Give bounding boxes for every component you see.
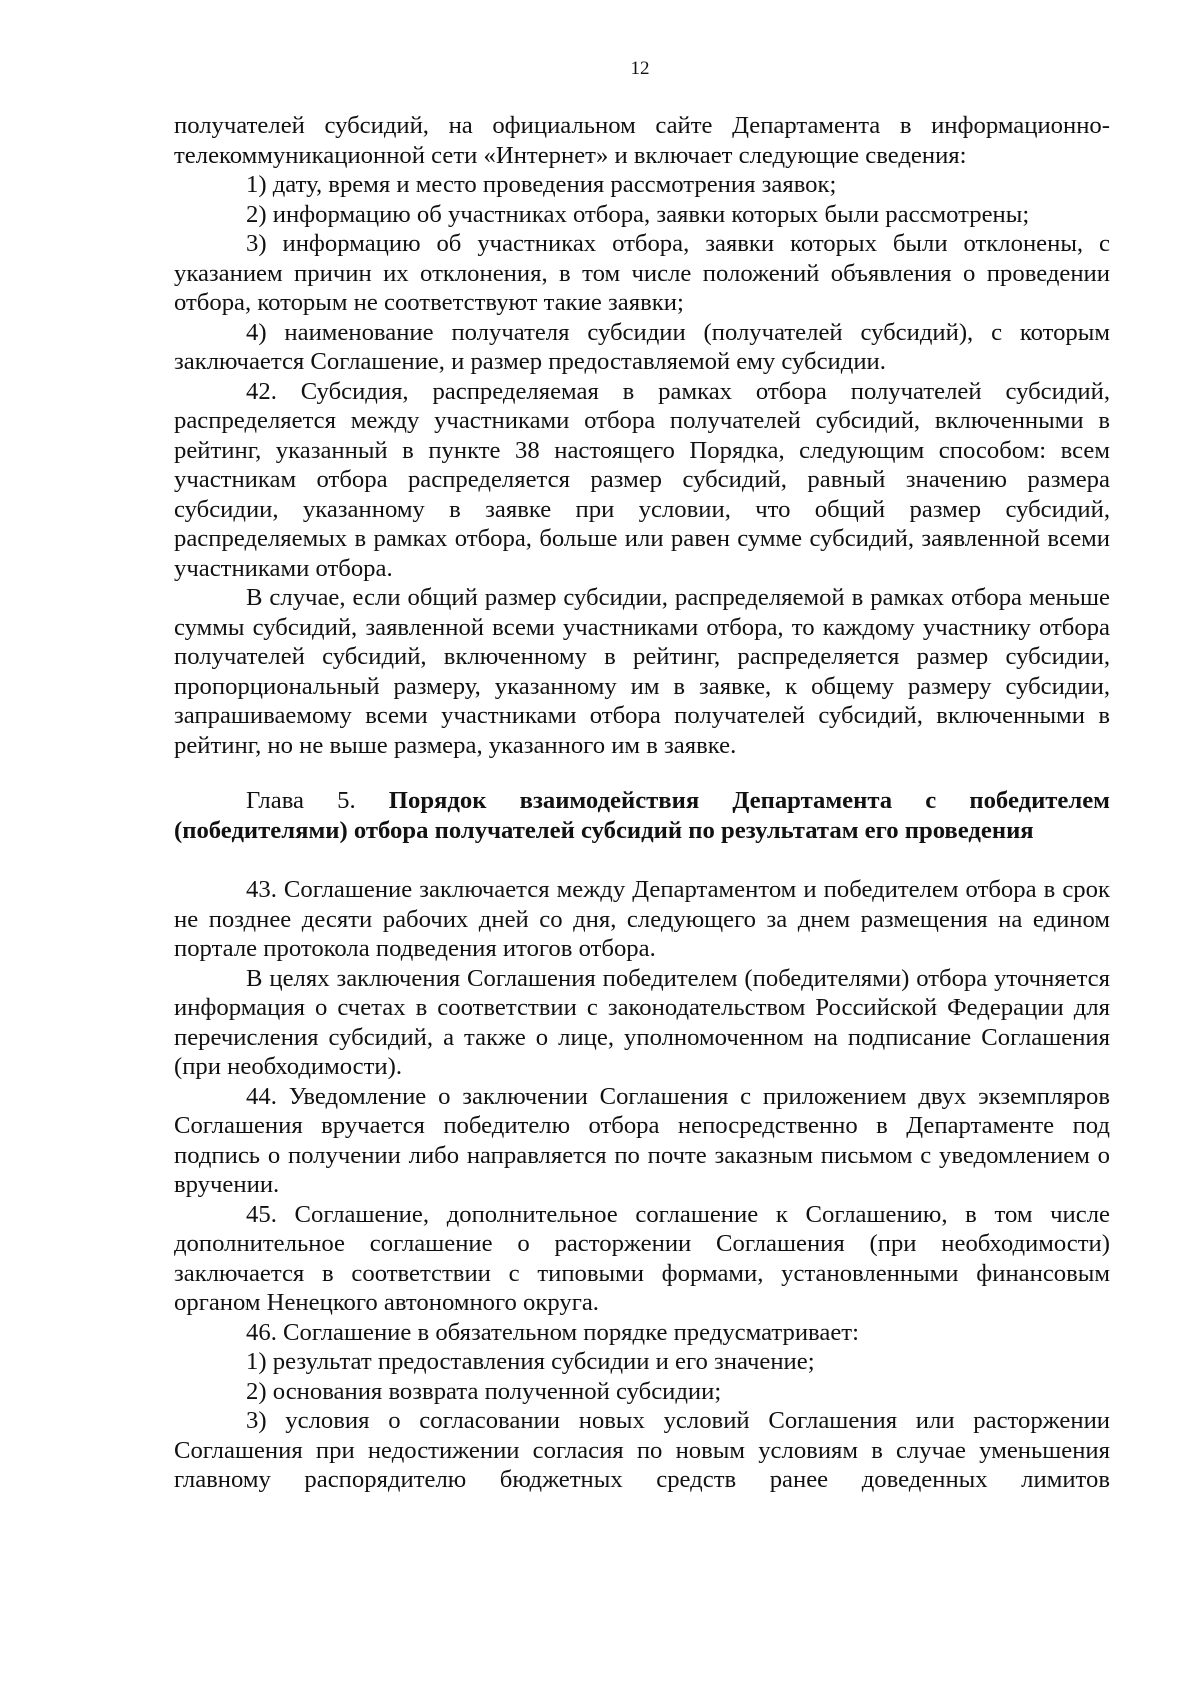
paragraph-46-item-3: 3) условия о согласовании новых условий Соглашения или расторжении Соглашения при недостижении согласия по новым условиям в случае уменьшения главному распорядителю бюджетных средств ранее доведенных лимитов xyxy=(174,1407,1110,1493)
paragraph-42: 42. Субсидия, распределяемая в рамках отбора получателей субсидий, распределяется между участниками отбора получателей субсидий, включенными в рейтинг, указанный в пункте 38 настоящего Порядка, следующим способом: всем участникам отбора распределяется размер субсидий, равный значению размера субсидии, указанному в заявке при условии, что общий размер субсидий, распределяемых в рамках отбора, больше или равен сумме субсидий, заявленной всеми участниками отбора. xyxy=(174,377,1110,582)
list-item-2-considered: 2) информацию об участниках отбора, заявки которых были рассмотрены; xyxy=(246,200,1030,228)
paragraph-46-item-2: 2) основания возврата полученной субсидии; xyxy=(246,1377,722,1405)
chapter-5-heading xyxy=(174,786,1110,845)
page-number: 12 xyxy=(630,58,650,79)
list-item-3-rejected: 3) информацию об участниках отбора, заявки которых были отклонены, с указанием причин их отклонения, в том числе положений объявления о проведении отбора, которым не соответствуют такие заявки; xyxy=(174,230,1110,316)
paragraph-45: 45. Соглашение, дополнительное соглашение к Соглашению, в том числе дополнительное соглашение о расторжении Соглашения (при необходимости) заключается в соответствии с типовыми формами, установленными финансовым органом Ненецкого автономного округа. xyxy=(174,1200,1110,1316)
paragraph-42-case: В случае, если общий размер субсидии, распределяемой в рамках отбора меньше суммы субсидий, заявленной всеми участниками отбора, то каждому участнику отбора получателей субсидий, включенному в рейтинг, распределяется размер субсидии, пропорциональный размеру, указанному им в заявке, к общему размеру субсидии, запрашиваемому всеми участниками отбора получателей субсидий, включенными в рейтинг, но не выше размера, указанного им в заявке. xyxy=(174,584,1110,759)
chapter-5-title: Порядок взаимодействия Департамента с победителем (победителями) отбора получателей субсидий по результатам его проведения xyxy=(174,787,1110,844)
chapter-5-prefix: Глава 5. xyxy=(246,787,389,814)
paragraph-46: 46. Соглашение в обязательном порядке предусматривает: xyxy=(246,1318,859,1346)
paragraph-46-item-1: 1) результат предоставления субсидии и его значение; xyxy=(246,1348,815,1375)
page-body xyxy=(174,111,1110,1495)
paragraph-intro-continuation: получателей субсидий, на официальном сайте Департамента в информационно-телекоммуникационной сети «Интернет» и включает следующие сведения: xyxy=(174,112,1110,169)
list-item-1-date: 1) дату, время и место проведения рассмотрения заявок; xyxy=(246,171,837,198)
paragraph-44: 44. Уведомление о заключении Соглашения с приложением двух экземпляров Соглашения вручается победителю отбора непосредственно в Департаменте под подпись о получении либо направляется по почте заказным письмом с уведомлением о вручении. xyxy=(174,1082,1110,1198)
paragraph-43: 43. Соглашение заключается между Департаментом и победителем отбора в срок не позднее десяти рабочих дней со дня, следующего за днем размещения на едином портале протокола подведения итогов отбора. xyxy=(174,876,1110,962)
paragraph-43-details: В целях заключения Соглашения победителем (победителями) отбора уточняется информация о счетах в соответствии с законодательством Российской Федерации для перечисления субсидий, а также о лице, уполномоченном на подписание Соглашения (при необходимости). xyxy=(174,964,1110,1080)
list-item-4-recipient: 4) наименование получателя субсидии (получателей субсидий), с которым заключается Соглашение, и размер предоставляемой ему субсидии. xyxy=(174,318,1110,375)
